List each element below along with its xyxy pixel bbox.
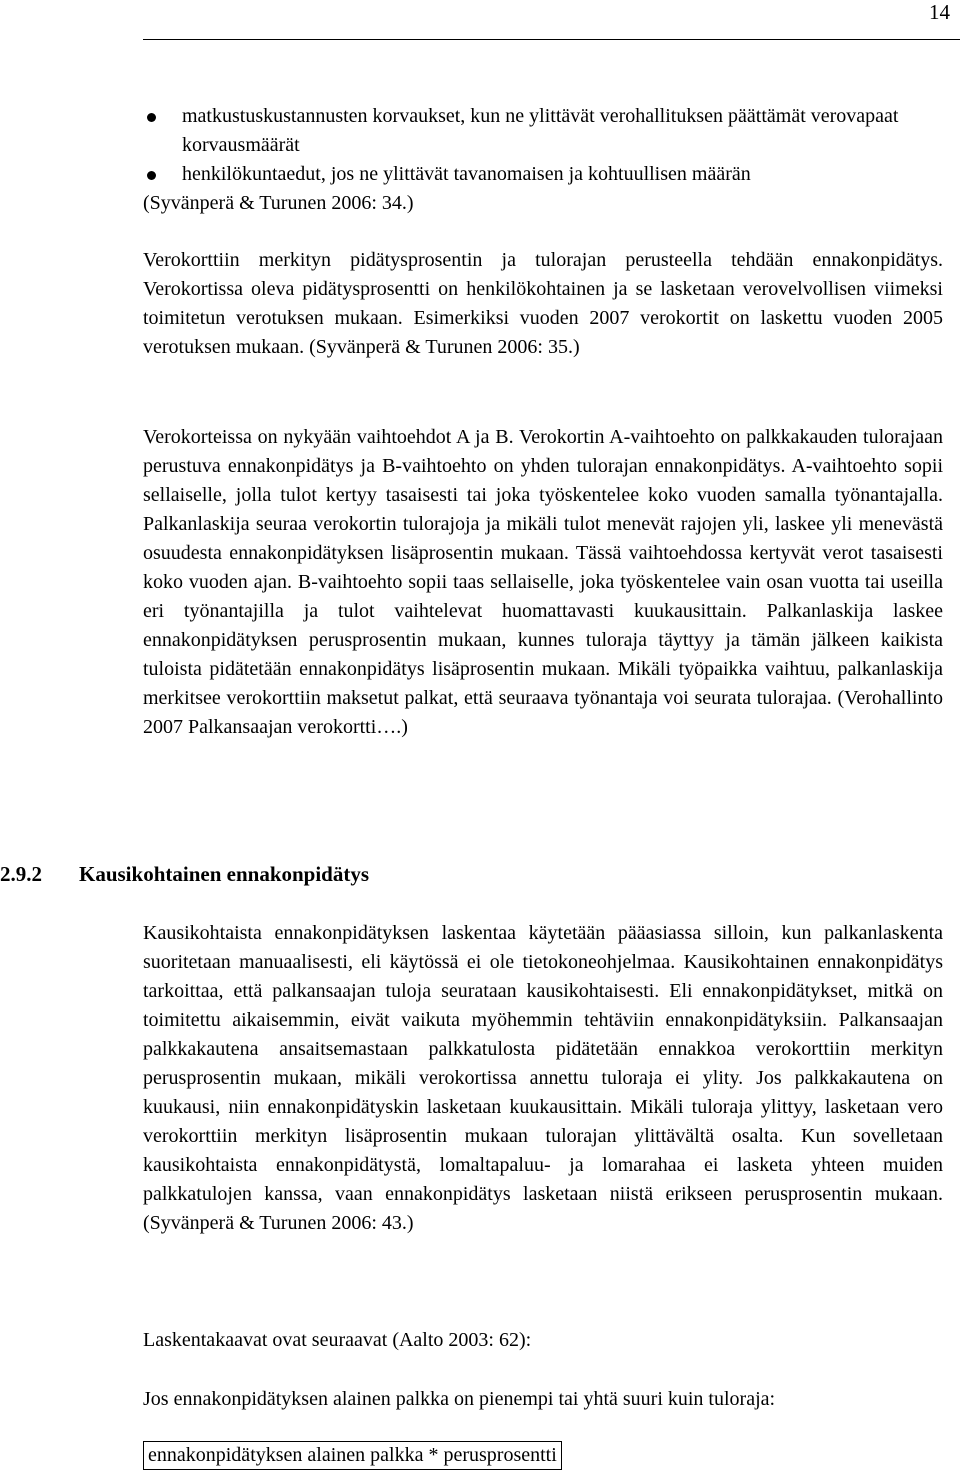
bullet-citation: (Syvänperä & Turunen 2006: 34.) (143, 192, 414, 214)
header-rule (143, 39, 960, 40)
bullet-list (143, 102, 943, 189)
page-number: 14 (929, 0, 950, 24)
paragraph-tax-card-options: Verokorteissa on nykyään vaihtoehdot A ja B. Verokortin A-vaihtoehto on palkkakauden tulorajaan perustuva ennakonpidätys ja B-vaihtoehto on yhden tulorajan ennakonpidätys. A-vaihtoehto sopii sellaiselle, jolla tulot kertyy tasaisesti tai joka työskentelee koko vuoden samalla työnantajalla. Palkanlaskija seuraa verokortin tulorajoja ja mikäli tulot menevät rajojen yli, laskee yli menevästä osuudesta ennakonpidätyksen lisäprosentin mukaan. Tässä vaihtoehdossa kertyvät verot tasaisesti koko vuoden ajan. B-vaihtoehto sopii taas sellaiselle, joka työskentelee vain osan vuotta tai useilla eri työnantajilla ja tulot vaihtelevat huomattavasti kuukausittain. Palkanlaskija laskee ennakonpidätyksen perusprosentin mukaan, kunnes tuloraja täyttyy ja tämän jälkeen kaikista tuloista pidätetään ennakonpidätys lisäprosentin mukaan. Mikäli työpaikka vaihtuu, palkanlaskija merkitsee verokorttiin maksetut palkat, että seuraava työnantaja voi seurata tulorajaa. (Verohallinto 2007 Palkansaajan verokortti….) (143, 426, 943, 738)
formula-box: ennakonpidätyksen alainen palkka * perusprosentti (143, 1441, 562, 1470)
paragraph-period-withholding: Kausikohtaista ennakonpidätyksen laskentaa käytetään pääasiassa silloin, kun palkanlaskenta suoritetaan manuaalisesti, eli käytössä ei ole tietokoneohjelmaa. Kausikohtainen ennakonpidätys tarkoittaa, että palkansaajan tuloja seurataan kausikohtaisesti. Eli ennakonpidätykset, mitkä on toimitettu aikaisemmin, eivät vaikuta myöhemmin tehtäviin ennakonpidätyksiin. Palkansaajan palkkakautena ansaitsemastaan palkkatulosta pidätetään ennakkoa verokorttiin merkityn perusprosentin mukaan, mikäli verokortissa annettu tuloraja ei ylity. Jos palkkakautena on kuukausi, niin ennakonpidätyskin lasketaan kuukausittain. Mikäli tuloraja ylittyy, lasketaan vero verokorttiin merkityn lisäprosentin mukaan tulorajan ylittävältä osalta. Kun sovelletaan kausikohtaista ennakonpidätystä, lomaltapaluu- ja lomarahaa ei lasketa yhteen muiden palkkatulojen kanssa, vaan ennakonpidätys lasketaan niistä erikseen perusprosentin mukaan. (Syvänperä & Turunen 2006: 43.) (143, 922, 943, 1234)
paragraph-formulas-intro: Laskentakaavat ovat seuraavat (Aalto 2003: 62): (143, 1329, 532, 1351)
bullet-item: henkilökuntaedut, jos ne ylittävät tavanomaisen ja kohtuullisen määrän (143, 160, 943, 189)
section-title: Kausikohtainen ennakonpidätys (79, 862, 370, 886)
paragraph-withholding-basis: Verokorttiin merkityn pidätysprosentin ja tulorajan perusteella tehdään ennakonpidätys. Verokortissa oleva pidätysprosentti on henkilökohtainen ja se lasketaan verovelvollisen viimeksi toimitetun verotuksen mukaan. Esimerkiksi vuoden 2007 verokortit on laskettu vuoden 2005 verotuksen mukaan. (Syvänperä & Turunen 2006: 35.) (143, 249, 943, 358)
section-number: 2.9.2 (0, 862, 42, 886)
bullet-item: matkustuskustannusten korvaukset, kun ne ylittävät verohallituksen päättämät verovapaat korvausmäärät (143, 102, 943, 160)
paragraph-condition: Jos ennakonpidätyksen alainen palkka on pienempi tai yhtä suuri kuin tuloraja: (143, 1388, 776, 1410)
section-heading (0, 859, 900, 889)
